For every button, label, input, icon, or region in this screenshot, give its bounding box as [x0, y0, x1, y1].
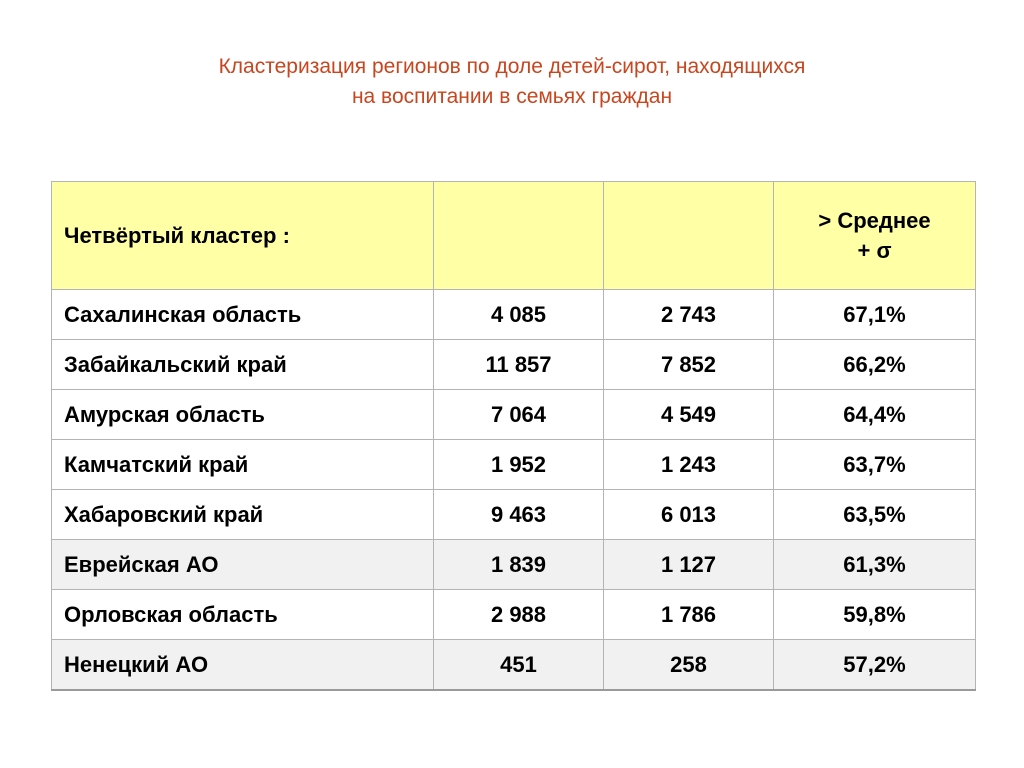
region-name: Еврейская АО	[52, 540, 434, 590]
share-percent: 57,2%	[774, 640, 976, 691]
slide-title-line-1: Кластеризация регионов по доле детей-сирот, находящихся	[218, 55, 806, 78]
table-row	[52, 640, 976, 691]
table-row	[52, 590, 976, 640]
region-name: Сахалинская область	[52, 290, 434, 340]
value-1: 7 064	[434, 390, 604, 440]
value-2: 7 852	[604, 340, 774, 390]
region-name: Амурская область	[52, 390, 434, 440]
share-percent: 64,4%	[774, 390, 976, 440]
value-1: 1 952	[434, 440, 604, 490]
value-1: 11 857	[434, 340, 604, 390]
share-percent: 67,1%	[774, 290, 976, 340]
value-2: 6 013	[604, 490, 774, 540]
value-1: 4 085	[434, 290, 604, 340]
header-cluster-label: Четвёртый кластер :	[52, 182, 434, 290]
value-1: 451	[434, 640, 604, 691]
slide-title-line-2: на воспитании в семьях граждан	[351, 85, 673, 108]
value-2: 2 743	[604, 290, 774, 340]
slide-title	[0, 52, 1024, 112]
share-percent: 63,7%	[774, 440, 976, 490]
header-cell-2	[434, 182, 604, 290]
table-row	[52, 440, 976, 490]
region-name: Ненецкий АО	[52, 640, 434, 691]
value-2: 1 127	[604, 540, 774, 590]
table-row	[52, 390, 976, 440]
value-1: 9 463	[434, 490, 604, 540]
region-name: Хабаровский край	[52, 490, 434, 540]
value-2: 1 786	[604, 590, 774, 640]
header-threshold	[774, 182, 976, 290]
share-percent: 61,3%	[774, 540, 976, 590]
table-row	[52, 540, 976, 590]
value-1: 1 839	[434, 540, 604, 590]
table-row	[52, 490, 976, 540]
share-percent: 63,5%	[774, 490, 976, 540]
table-header-row	[52, 182, 976, 290]
share-percent: 66,2%	[774, 340, 976, 390]
value-1: 2 988	[434, 590, 604, 640]
region-name: Забайкальский край	[52, 340, 434, 390]
value-2: 258	[604, 640, 774, 691]
value-2: 4 549	[604, 390, 774, 440]
region-name: Камчатский край	[52, 440, 434, 490]
header-cell-3	[604, 182, 774, 290]
header-threshold-line-2: + σ	[857, 237, 892, 263]
cluster-table	[51, 181, 976, 691]
header-threshold-line-1: > Среднее	[818, 207, 931, 233]
value-2: 1 243	[604, 440, 774, 490]
share-percent: 59,8%	[774, 590, 976, 640]
table-row	[52, 290, 976, 340]
table-row	[52, 340, 976, 390]
region-name: Орловская область	[52, 590, 434, 640]
